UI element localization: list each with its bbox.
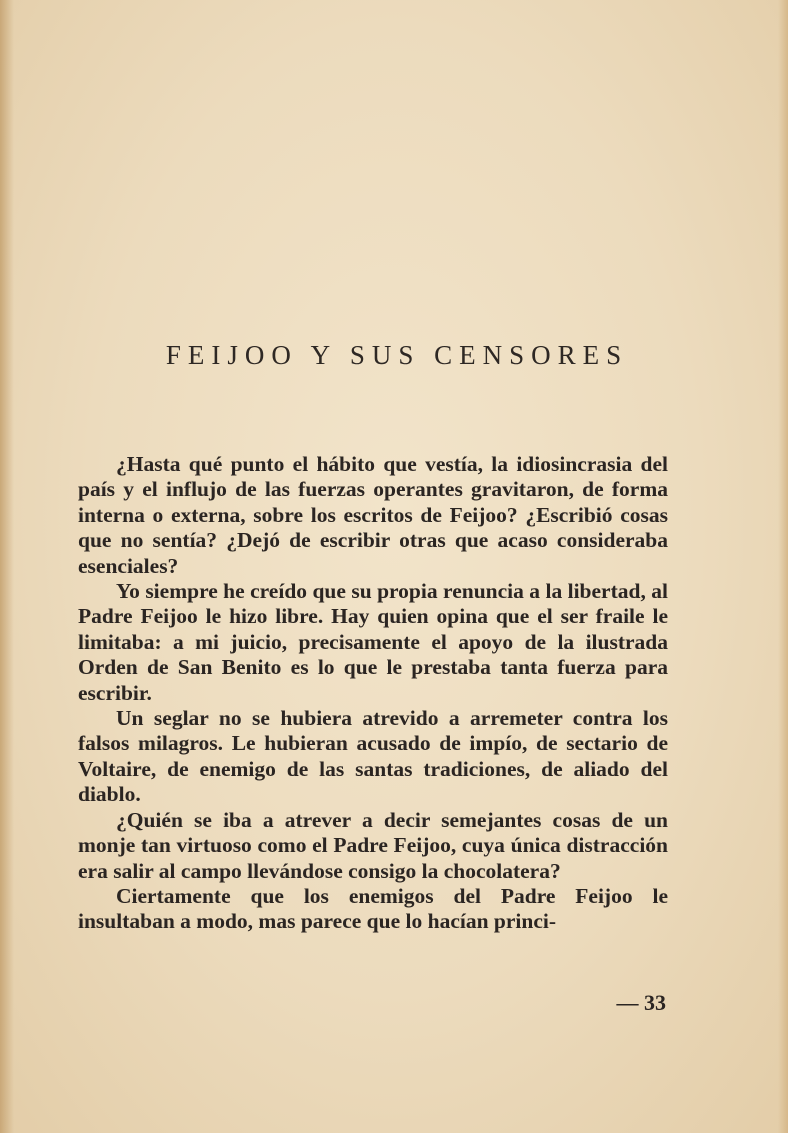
page-left-edge-shadow xyxy=(0,0,14,1133)
chapter-title: FEIJOO Y SUS CENSORES xyxy=(165,340,629,370)
page-number: — 33 xyxy=(616,990,666,1015)
paragraph: Ciertamente que los enemigos del Padre Feijoo le insultaban a modo, mas parece que lo hacían princi- xyxy=(78,883,668,934)
paragraph: Yo siempre he creído que su propia renuncia a la libertad, al Padre Feijoo le hizo libre. Hay quien opina que el ser fraile le limitaba: a mi juicio, precisamente el apoyo de la ilustrada Orden de San Benito es lo que le prestaba tanta fuerza para escribir. xyxy=(78,579,668,705)
paragraph: ¿Quién se iba a atrever a decir semejantes cosas de un monje tan virtuoso como el Padre Feijoo, cuya única distracción era salir al campo llevándose consigo la chocolatera? xyxy=(78,807,668,883)
page-right-edge-shadow xyxy=(778,0,788,1133)
paragraph: Un seglar no se hubiera atrevido a arremeter contra los falsos milagros. Le hubieran acusado de impío, de sectario de Voltaire, de enemigo de las santas tradiciones, de aliado del diablo. xyxy=(78,706,668,807)
body-text xyxy=(78,452,668,935)
paragraph: ¿Hasta qué punto el hábito que vestía, la idiosincrasia del país y el influjo de las fuerzas operantes gravitaron, de forma interna o externa, sobre los escritos de Feijoo? ¿Escribió cosas que no sentía? ¿Dejó de escribir otras que acaso consideraba esenciales? xyxy=(78,452,668,578)
